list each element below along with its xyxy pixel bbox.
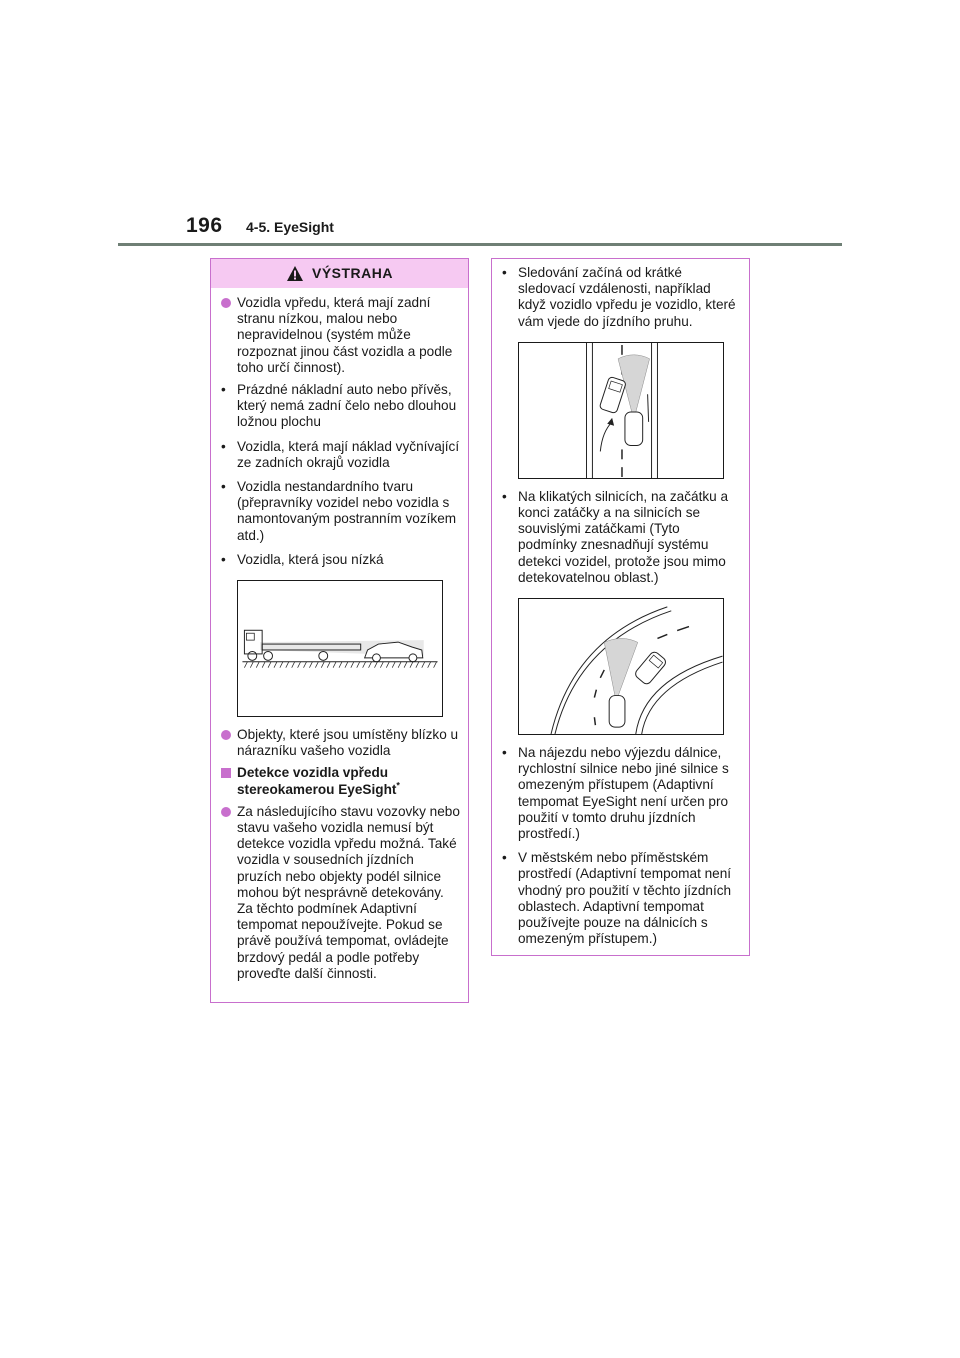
bullet-icon: • [221,479,226,495]
warning-item [221,295,460,376]
warning-title: VÝSTRAHA [311,265,393,282]
warning-sub-item [221,552,460,568]
warning-triangle-icon [286,265,304,282]
info-item-text: Na klikatých silnicích, na začátku a konci zatáčky a na silnicích se souvislými zatáčkami (Tyto podmínky znesnadňují systému detekci vozidel, protože jsou mimo detekovatelnou oblast.) [518,488,729,585]
section-title: 4-5. EyeSight [246,219,334,235]
warning-sub-item-text: Prázdné nákladní auto nebo přívěs, který nemá zadní čelo nebo dlouhou ložnou plochu [237,382,457,430]
warning-sub-item-text: Vozidla nestandardního tvaru (přepravníky vozidel nebo vozidla s namontovaným postranním vozíkem atd.) [237,479,457,543]
warning-sub-item-text: Vozidla, která jsou nízká [237,551,384,567]
warning-item-text: Objekty, které jsou umístěny blízko u nárazníku vašeho vozidla [237,727,459,759]
warning-header [211,259,468,288]
circle-bullet-icon [221,298,231,308]
bullet-icon: • [221,382,226,398]
bullet-icon: • [502,265,507,280]
bullet-icon: • [502,850,507,866]
page-number: 196 [186,214,223,237]
warning-item-text: Za následujícího stavu vozovky nebo stavu vašeho vozidla nemusí být detekce vozidla vpředu možná. Také vozidla v sousedních jízdních pruzích nebo objekty podél silnice mohou být nesprávně detekovány. Za těchto podmínek Adaptivní tempomat nepoužívejte. Pokud se právě používá tempomat, ovládejte brzdový pedál a podle potřeby proveďte další činnosti. [237,803,460,981]
warning-item [221,804,460,982]
info-item-text: Na nájezdu nebo výjezdu dálnice, rychlostní silnice nebo jiné silnice s omezeným přístupem (Adaptivní tempomat EyeSight není určen pro použití v tomto druhu jízdních prostředí.) [518,745,729,842]
low-vehicle-illustration [237,580,443,717]
circle-bullet-icon [221,730,231,740]
circle-bullet-icon [221,807,231,817]
warning-item [221,727,460,759]
footnote-marker: * [396,780,400,791]
info-item-text: Sledování začíná od krátké sledovací vzdálenosti, například když vozidlo vpředu je vozidlo, které vám vjede do jízdního pruhu. [518,265,736,329]
bullet-icon: • [502,488,507,504]
header-rule [118,243,842,246]
warning-sub-item [221,382,460,431]
section-heading [221,765,460,797]
info-box [491,258,750,956]
warning-item-text: Vozidla vpředu, která mají zadní stranu nízkou, malou nebo nepravidelnou (systém může rozpoznat jinou část vozidla a podle toho určí činnost). [237,295,453,375]
curved-road-drawing [519,599,723,734]
info-item [502,489,741,586]
bullet-icon: • [221,438,226,454]
curve-illustration [518,598,724,735]
truck-and-car-drawing [238,581,442,716]
bullet-icon: • [221,551,226,567]
info-item-text: V městském nebo příměstském prostředí (Adaptivní tempomat není vhodný pro použití v těchto jízdních oblastech. Adaptivní tempomat používejte pouze na dálnicích s omezeným přístupem.) [518,850,732,947]
section-heading-text: Detekce vozidla vpředu stereokamerou EyeSight [237,765,397,797]
warning-box [210,258,469,1003]
warning-sub-item [221,439,460,471]
warning-sub-item-text: Vozidla, která mají náklad vyčnívající ze zadních okrajů vozidla [237,438,460,470]
warning-sub-item [221,479,460,544]
cut-in-drawing [519,343,723,478]
cut-in-illustration [518,342,724,479]
square-bullet-icon [221,768,231,778]
bullet-icon: • [502,745,507,761]
info-item [502,850,741,947]
info-item [502,745,741,842]
info-item [502,265,741,330]
